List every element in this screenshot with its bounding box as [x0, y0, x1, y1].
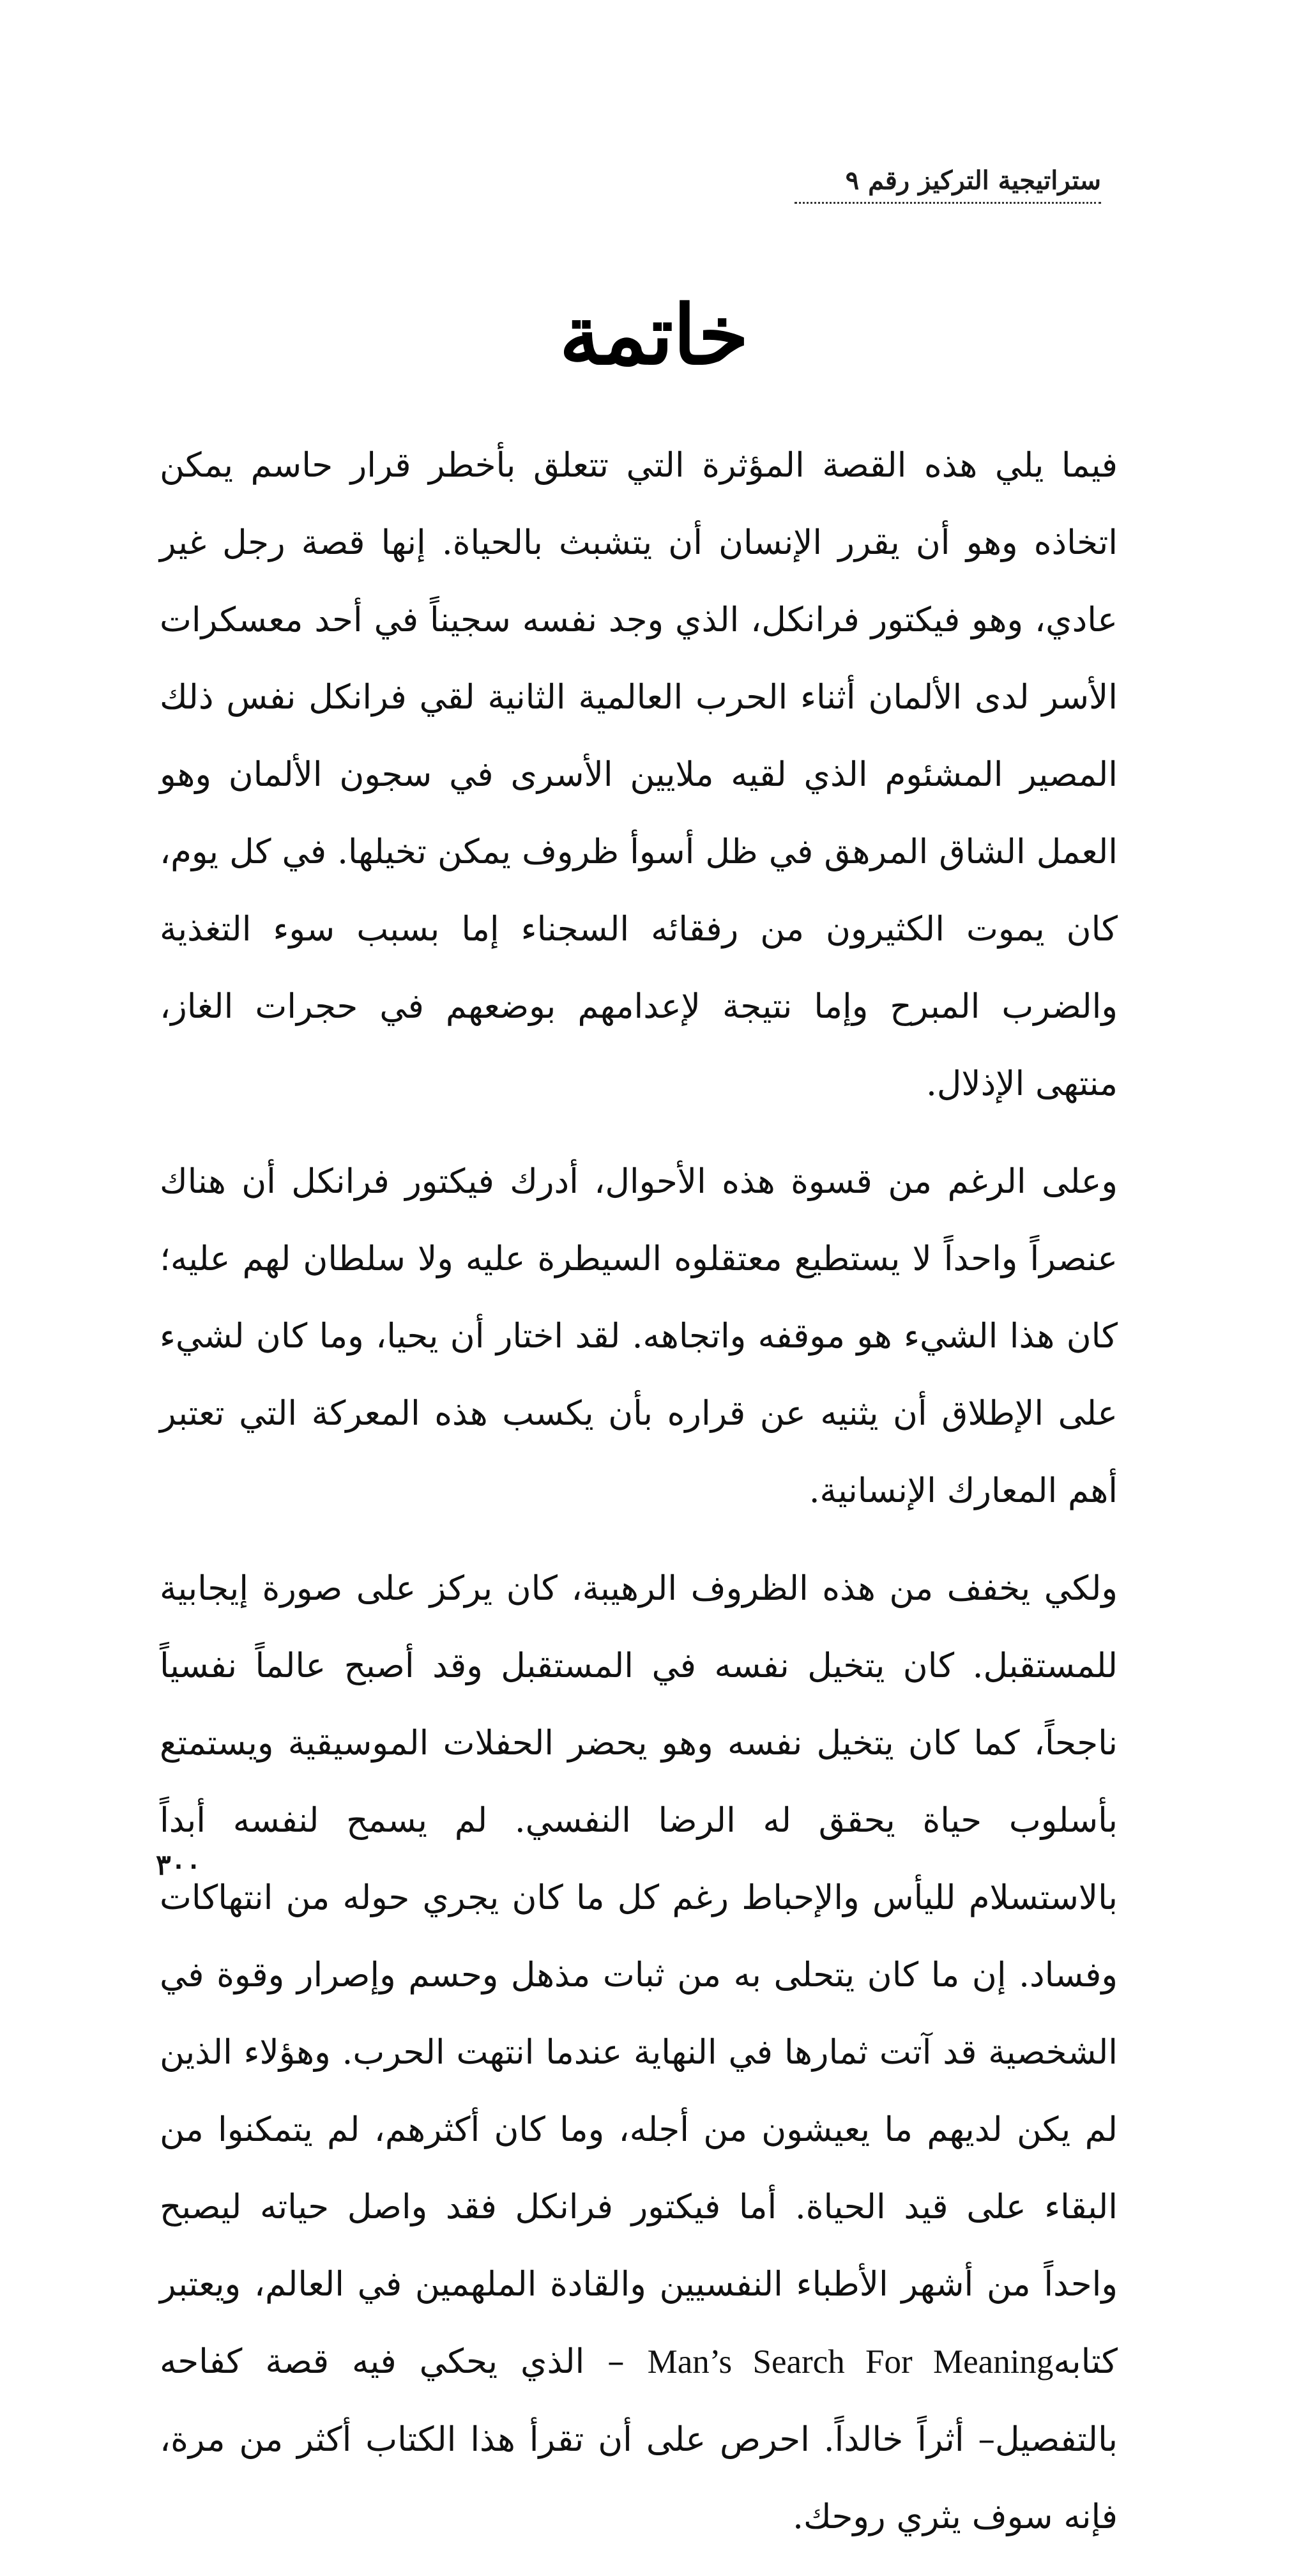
running-header: ستراتيجية التركيز رقم ٩ [795, 165, 1101, 204]
body-text [160, 427, 1118, 2576]
book-title: Man’s Search For Meaning [647, 2343, 1054, 2380]
page-number: ٣٠٠ [156, 1849, 201, 1882]
paragraph-1: فيما يلي هذه القصة المؤثرة التي تتعلق بأخطر قرار حاسم يمكن اتخاذه وهو أن يقرر الإنسان أن يتشبث بالحياة. إنها قصة رجل غير عادي، وهو فيكتور فرانكل، الذي وجد نفسه سجيناً في أحد معسكرات الأسر لدى الألمان أثناء الحرب العالمية الثانية لقي فرانكل نفس ذلك المصير المشئوم الذي لقيه ملايين الأسرى في سجون الألمان وهو العمل الشاق المرهق في ظل أسوأ ظروف يمكن تخيلها. في كل يوم، كان يموت الكثيرون من رفقائه السجناء إما بسبب سوء التغذية والضرب المبرح وإما نتيجة لإعدامهم بوضعهم في حجرات الغاز، منتهى الإذلال. [160, 446, 1118, 1103]
paragraph-3 [160, 1550, 1118, 2556]
paragraph-3-text-start: ولكي يخفف من هذه الظروف الرهيبة، كان يركز على صورة إيجابية للمستقبل. كان يتخيل نفسه في المستقبل وقد أصبح عالماً نفسياً ناجحاً، كما كان يتخيل نفسه وهو يحضر الحفلات الموسيقية ويستمتع بأسلوب حياة يحقق له الرضا النفسي. لم يسمح لنفسه أبداً بالاستسلام لليأس والإحباط رغم كل ما كان يجري حوله من انتهاكات وفساد. إن ما كان يتحلى به من ثبات مذهل وحسم وإصرار وقوة في الشخصية قد آتت ثمارها في النهاية عندما انتهت الحرب. وهؤلاء الذين لم يكن لديهم ما يعيشون من أجله، وما كان أكثرهم، لم يتمكنوا من البقاء على قيد الحياة. أما فيكتور فرانكل فقد واصل حياته ليصبح واحداً من أشهر الأطباء النفسيين والقادة الملهمين في العالم، ويعتبر كتابه [160, 1569, 1118, 2381]
chapter-title: خاتمة [559, 288, 749, 383]
paragraph-3-text-end: – الذي يحكي فيه قصة كفاحه بالتفصيل– أثراً خالداً. احرص على أن تقرأ هذا الكتاب أكثر من مرة، فإنه سوف يثري روحك. [160, 2342, 1118, 2536]
paragraph-2: وعلى الرغم من قسوة هذه الأحوال، أدرك فيكتور فرانكل أن هناك عنصراً واحداً لا يستطيع معتقلوه السيطرة عليه ولا سلطان لهم عليه؛ كان هذا الشيء هو موقفه واتجاهه. لقد اختار أن يحيا، وما كان لشيء على الإطلاق أن يثنيه عن قراره بأن يكسب هذه المعركة التي تعتبر أهم المعارك الإنسانية. [160, 1162, 1118, 1510]
